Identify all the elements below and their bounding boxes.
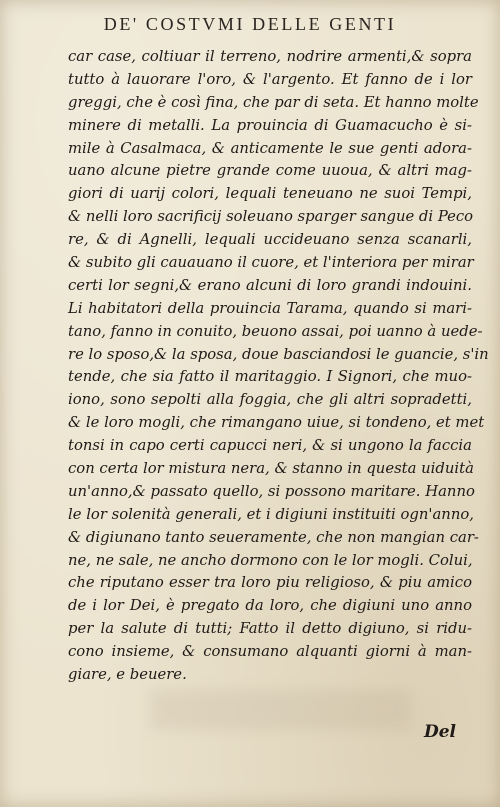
ink-show-through [150, 690, 410, 730]
text-line: & digiunano tanto seueramente, che non mangian car- [68, 528, 479, 546]
text-line: re, & di Agnelli, lequali uccideuano senza scanarli, [68, 231, 472, 249]
text-line: car case, coltiuar il terreno, nodrire armenti,& sopra [68, 48, 472, 65]
text-line: giori di uarij colori, lequali teneuano ne suoi Tempi, [68, 185, 472, 203]
text-line: Li habitatori della prouincia Tarama, quando si mari- [68, 299, 472, 317]
catchword: Del [424, 722, 457, 742]
text-line: greggi, che è così fina, che par di seta. Et hanno molte [68, 93, 479, 111]
text-line: tutto à lauorare l'oro, & l'argento. Et fanno de i lor [68, 70, 472, 88]
text-line: giare, e beuere. [68, 666, 187, 684]
text-line: le lor solenità generali, et i digiuni instituiti ogn'anno, [68, 505, 474, 523]
text-line: un'anno,& passato quello, si possono maritare. Hanno [68, 482, 475, 500]
text-line: per la salute di tutti; Fatto il detto digiuno, si ridu- [68, 620, 472, 638]
text-line: re lo sposo,& la sposa, doue basciandosi le guancie, s'in [68, 345, 489, 363]
text-line: tano, fanno in conuito, beuono assai, poi uanno à uede- [68, 322, 483, 340]
text-line: & subito gli cauauano il cuore, et l'interiora per mirar [68, 254, 474, 272]
text-line: mile à Casalmaca, & anticamente le sue genti adora- [68, 139, 472, 157]
text-line: ne, ne sale, ne ancho dormono con le lor mogli. Colui, [68, 551, 473, 569]
text-line: iono, sono sepolti alla foggia, che gli altri sopradetti, [68, 391, 472, 409]
text-line: tonsi in capo certi capucci neri, & si ungono la faccia [68, 437, 472, 455]
text-line: certi lor segni,& erano alcuni di loro grandi indouini. [68, 276, 472, 294]
text-line: tende, che sia fatto il maritaggio. I Signori, che muo- [68, 368, 472, 386]
text-line: & nelli loro sacrificij soleuano sparger sangue di Peco [68, 208, 474, 226]
text-line: che riputano esser tra loro piu religioso, & piu amico [68, 574, 472, 592]
body-text [68, 46, 489, 687]
running-head: DE' COSTVMI DELLE GENTI [103, 14, 397, 34]
text-line: minere di metalli. La prouincia di Guamacucho è si- [68, 116, 472, 134]
text-line: cono insieme, & consumano alquanti giorni à man- [68, 643, 472, 661]
text-line: uano alcune pietre grande come uuoua, & altri mag- [68, 162, 472, 180]
text-line: de i lor Dei, è pregato da loro, che digiuni uno anno [68, 597, 472, 615]
text-line: & le loro mogli, che rimangano uiue, si tondeno, et met [68, 414, 485, 432]
text-line: con certa lor mistura nera, & stanno in questa uiduità [68, 460, 474, 478]
